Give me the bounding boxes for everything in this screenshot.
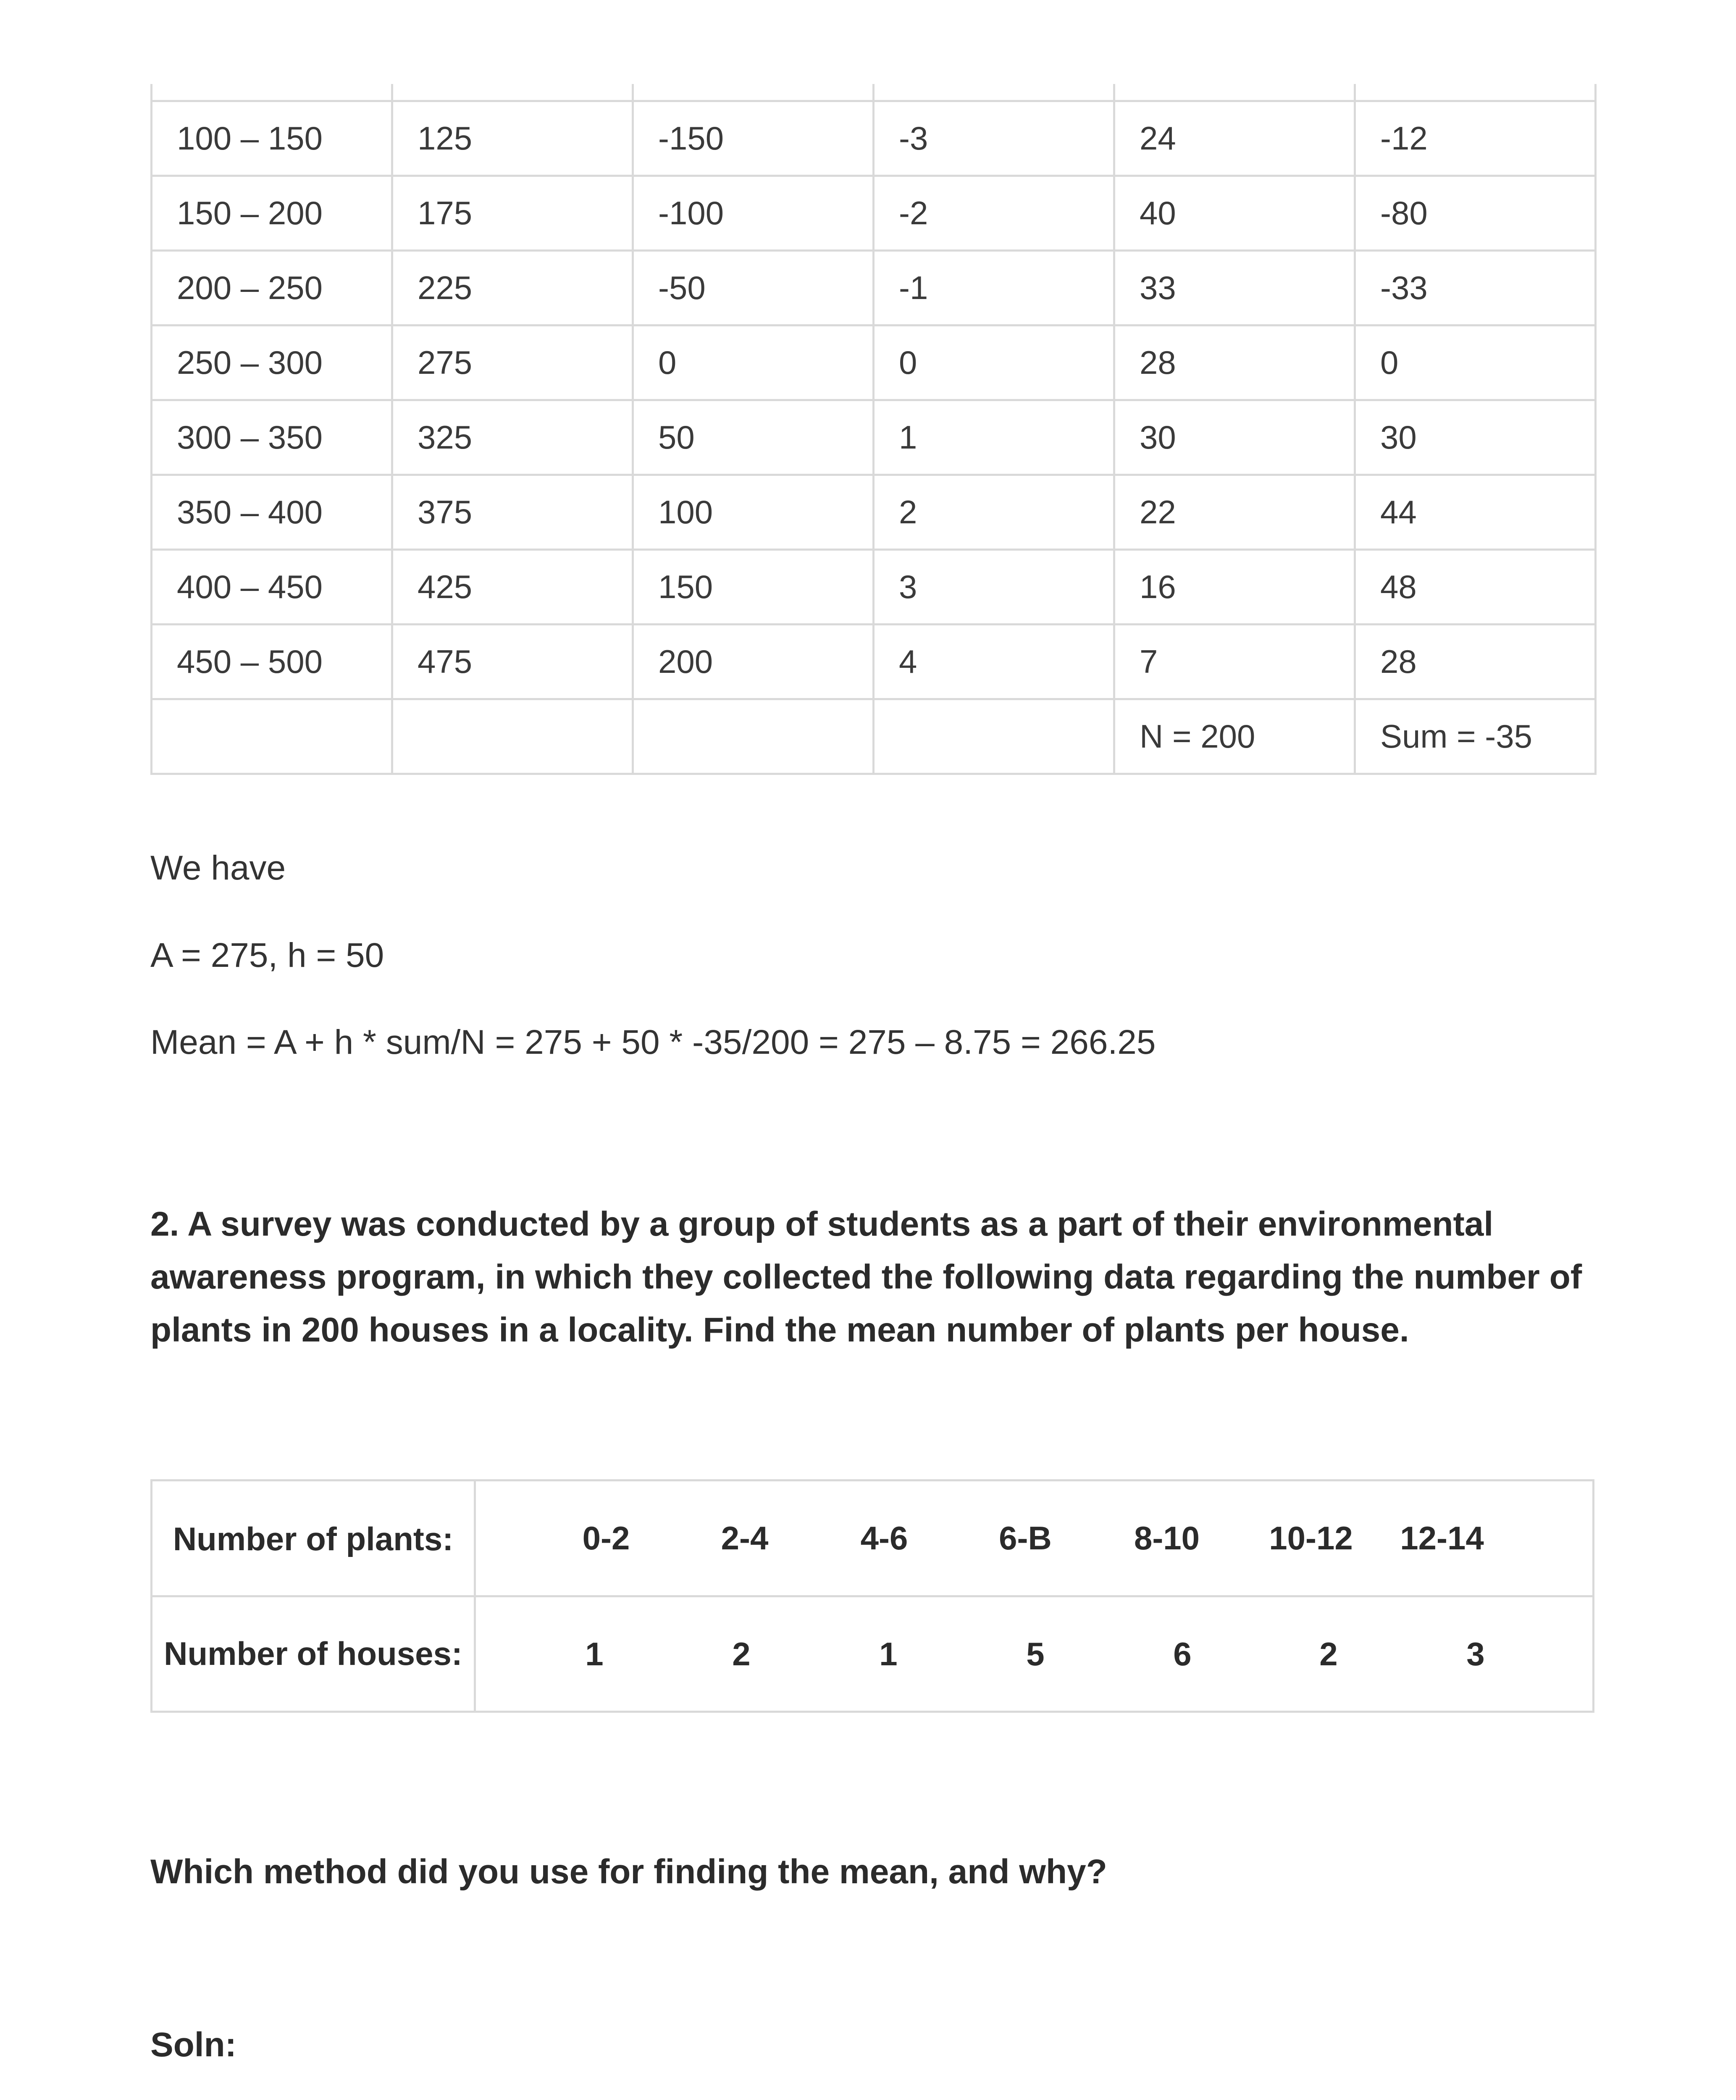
table-cell: 150 – 200 [152,176,392,251]
table-row [152,176,1596,251]
total-sum-cell: Sum = -35 [1355,699,1596,774]
table-row [152,475,1596,550]
houses-cell: 2 [1319,1635,1338,1672]
table-cell: 1 [874,400,1114,475]
table-cell: 0 [1355,326,1596,400]
plants-cell: 6-B [999,1520,1052,1557]
table-cell: 375 [392,475,633,550]
table-row [152,251,1596,326]
table-cell: 48 [1355,550,1596,625]
plants-cell: 12-14 [1400,1520,1484,1557]
houses-cell: 1 [879,1635,898,1672]
header-number-of-plants: Number of plants: [152,1481,476,1596]
table-cell: -12 [1355,101,1596,176]
header-number-of-houses: Number of houses: [152,1596,476,1711]
mean-formula-text: Mean = A + h * sum/N = 275 + 50 * -35/200 = 275 – 8.75 = 266.25 [150,1023,1156,1061]
table-cell: 200 [633,625,874,699]
table-cell: 3 [874,550,1114,625]
table-cell: 425 [392,550,633,625]
table-cell: -80 [1355,176,1596,251]
deviation-table [150,84,1597,775]
table-row-cut-top [152,84,1596,101]
table-cell: 16 [1114,550,1355,625]
table-cell: 40 [1114,176,1355,251]
table-cell: 0 [633,326,874,400]
table-cell: 200 – 250 [152,251,392,326]
table-cell: -50 [633,251,874,326]
soln-heading: Soln: [150,2026,236,2064]
table-cell: 33 [1114,251,1355,326]
plants-cell: 4-6 [860,1520,908,1557]
table-cell: 350 – 400 [152,475,392,550]
table-cell: 400 – 450 [152,550,392,625]
table-row [152,550,1596,625]
table-cell: 30 [1355,400,1596,475]
plants-houses-table [150,1479,1594,1713]
table-cell: 22 [1114,475,1355,550]
table-cell: 100 – 150 [152,101,392,176]
table-row-totals [152,699,1596,774]
table-cell [874,699,1114,774]
table-cell: -100 [633,176,874,251]
plants-cell: 2-4 [721,1520,769,1557]
table-cell: 125 [392,101,633,176]
table-cell: 4 [874,625,1114,699]
table-cell: 28 [1114,326,1355,400]
table-cell: 100 [633,475,874,550]
table-cell: 24 [1114,101,1355,176]
table-cell: 250 – 300 [152,326,392,400]
table-row [152,400,1596,475]
table-cell: -33 [1355,251,1596,326]
plants-cell: 10-12 [1269,1520,1353,1557]
table-cell: 325 [392,400,633,475]
table-cell: -1 [874,251,1114,326]
table-cell: 28 [1355,625,1596,699]
table-cell: 2 [874,475,1114,550]
houses-cell: 6 [1173,1635,1192,1672]
table-cell: 475 [392,625,633,699]
table-cell: 150 [633,550,874,625]
table-cell [633,699,874,774]
total-n-cell: N = 200 [1114,699,1355,774]
plants-cell: 0-2 [582,1520,630,1557]
table-row [152,101,1596,176]
table-cell: -3 [874,101,1114,176]
plants-cell: 8-10 [1134,1520,1200,1557]
table-cell: 275 [392,326,633,400]
table-row [152,625,1596,699]
houses-cell: 3 [1466,1635,1485,1672]
table-cell: -150 [633,101,874,176]
table-cell: 44 [1355,475,1596,550]
table-cell [392,699,633,774]
question-2-text: 2. A survey was conducted by a group of students as a part of their environmental awareness program, in which they collected the following data regarding the number of plants in 200 houses in a locality. Find the mean number of plants per house. [150,1205,1582,1349]
table-cell: 225 [392,251,633,326]
table-cell: 50 [633,400,874,475]
table-cell: 7 [1114,625,1355,699]
table-cell [152,699,392,774]
table-cell: 0 [874,326,1114,400]
which-method-text: Which method did you use for finding the mean, and why? [150,1853,1107,1891]
table-cell: 30 [1114,400,1355,475]
table-cell: 450 – 500 [152,625,392,699]
a-h-values-text: A = 275, h = 50 [150,936,384,974]
table-cell: 300 – 350 [152,400,392,475]
houses-cell: 5 [1026,1635,1045,1672]
table-row [152,326,1596,400]
houses-cell: 1 [585,1635,604,1672]
houses-cell: 2 [732,1635,751,1672]
table-cell: 175 [392,176,633,251]
table-cell: -2 [874,176,1114,251]
we-have-text: We have [150,849,286,887]
